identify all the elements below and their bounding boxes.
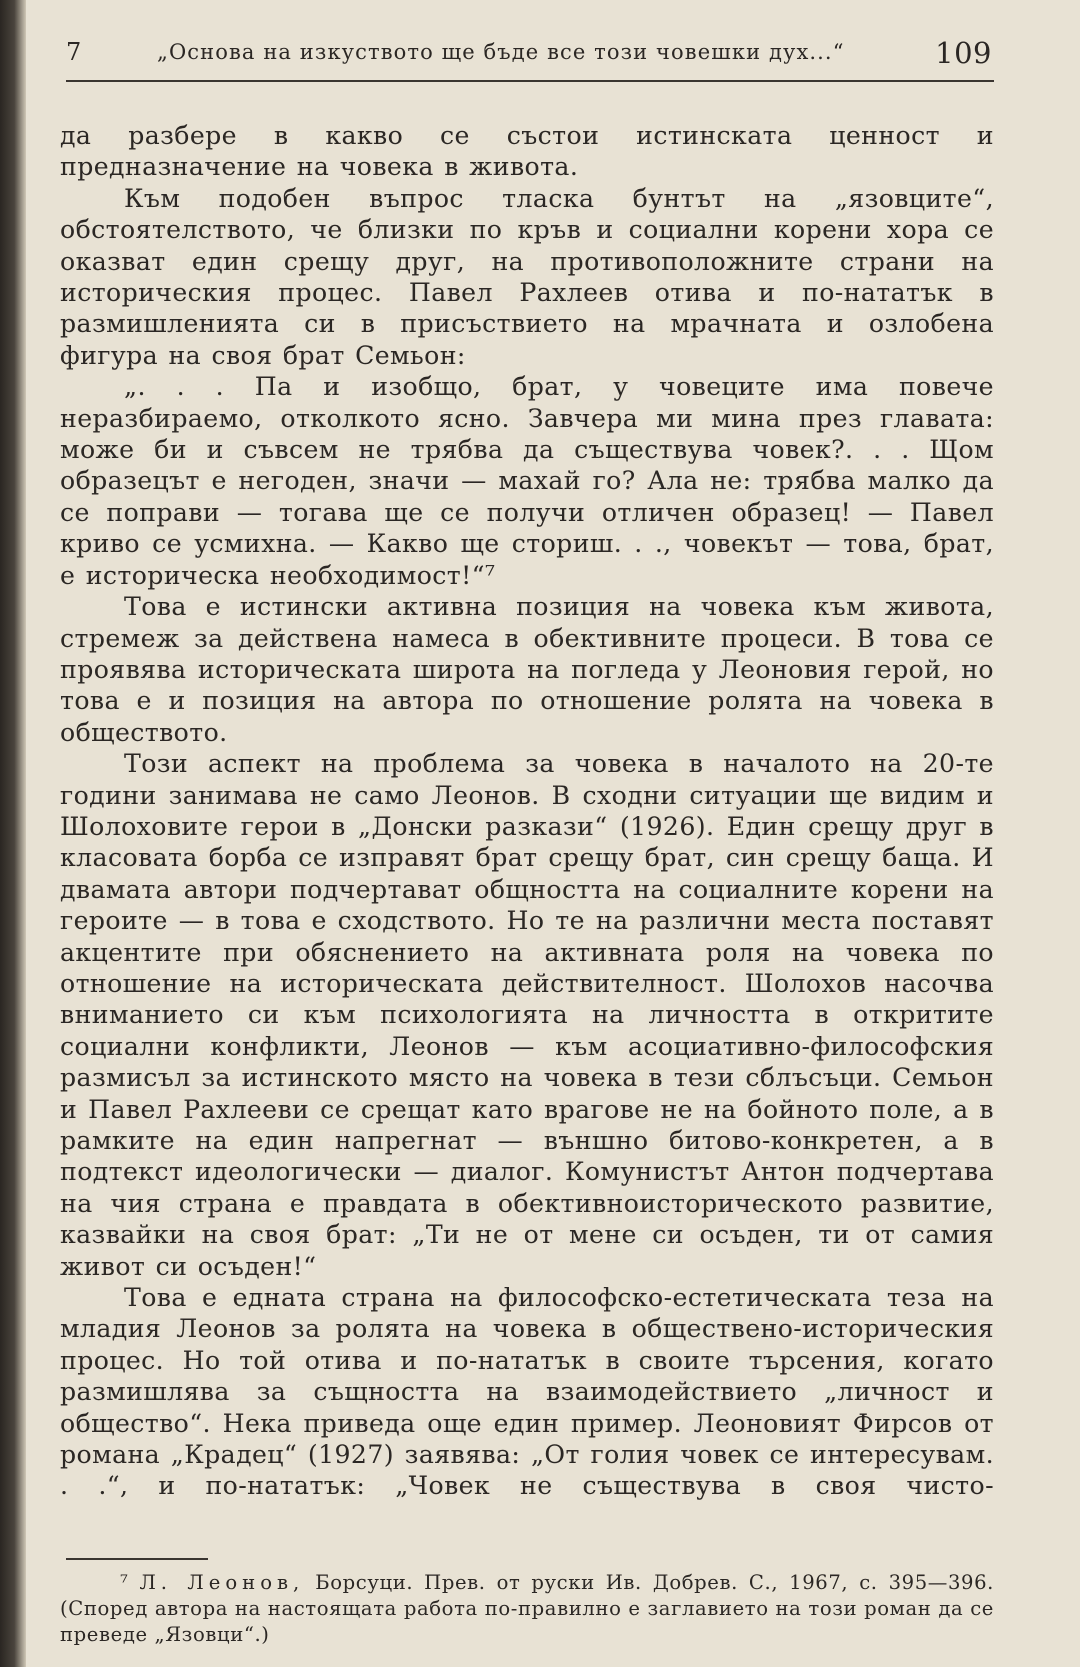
footnote-rule	[66, 1558, 208, 1560]
footnote-marker: ⁷	[120, 1571, 129, 1594]
quote-paragraph: „. . . Па и изобщо, брат, у човеците има повече неразбираемо, отколкото ясно. Завчера ми мина през главата: може би и съвсем не трябва да съществува човек?. . . Щом образецът е негоден, значи — махай го? Ала не: трябва малко да се поправи — тогава ще се получи отличен образец! — Павел криво се усмихна. — Какво ще сториш. . ., човекът — това, брат, е историческа необходимост!“⁷	[60, 372, 994, 590]
paragraph-2: Към подобен въпрос тласка бунтът на „язовците“, обстоятелството, че близки по кръв и социални корени хора се оказват един срещу друг, на противоположните страни на историческия процес. Павел Рахлеев отива и по-нататък в размишленията си в присъствието на мрачната и озлобена фигура на своя брат Семьон:	[60, 183, 994, 370]
paragraph-6: Това е едната страна на философско-естетическата теза на младия Леонов за ролята на човека в обществено-историческия процес. Но той отива и по-нататък в своите търсения, когато размишлява за същността на взаимодействието „личност и общество“. Нека приведа още един пример. Леоновият Фирсов от романа „Крадец“ (1927) заявява: „От голия човек се интересувам. . .“, и по-нататък: „Човек не съществува в своя чисто-	[60, 1283, 994, 1501]
chapter-number: 7	[66, 38, 82, 66]
running-head	[60, 30, 994, 74]
paragraph-1: да разбере в какво се състои истинската ценност и предназначение на човека в живота.	[60, 121, 994, 182]
book-spine-shadow	[0, 0, 26, 1667]
footnote	[60, 1570, 994, 1647]
footnote-text: Борсуци. Прев. от руски Ив. Добрев. С., 1967, с. 395—396. (Според автора на настоящата работа по-правилно е заглавието на този роман да се преведе „Язовци“.)	[60, 1571, 994, 1646]
page-number: 109	[935, 36, 992, 70]
body-text	[60, 120, 994, 1502]
header-rule	[66, 80, 994, 82]
paragraph-5: Този аспект на проблема за човека в началото на 20-те години занимава не само Леонов. В сходни ситуации ще видим и Шолоховите герои в „Донски разкази“ (1926). Един срещу друг в класовата борба се изправят брат срещу брат, син срещу баща. И двамата автори подчертават общността на социалните корени на героите — в това е сходството. Но те на различни места поставят акцентите при обяснението на активната роля на човека по отношение на историческата действителност. Шолохов насочва вниманието си към психологията на личността в откритите социални конфликти, Леонов — към асоциативно-философския размисъл за истинското място на човека в тези сблъсъци. Семьон и Павел Рахлееви се срещат като врагове не на бойното поле, а в рамките на един напрегнат — външно битово-конкретен, а в подтекст идеологически — диалог. Комунистът Антон подчертава на чия страна е правдата в обективноисторическото развитие, казвайки на своя брат: „Ти не от мене си осъден, ти от самия живот си осъден!“	[60, 749, 994, 1281]
footnote-author: Л. Леонов,	[139, 1571, 305, 1594]
book-page	[60, 30, 994, 1646]
running-title: „Основа на изкуството ще бъде все този човешки дух...“	[157, 40, 845, 64]
paragraph-4: Това е истински активна позиция на човека към живота, стремеж за действена намеса в обективните процеси. В това се проявява историческата широта на погледа у Леоновия герой, но това е и позиция на автора по отношение ролята на човека в обществото.	[60, 592, 994, 747]
